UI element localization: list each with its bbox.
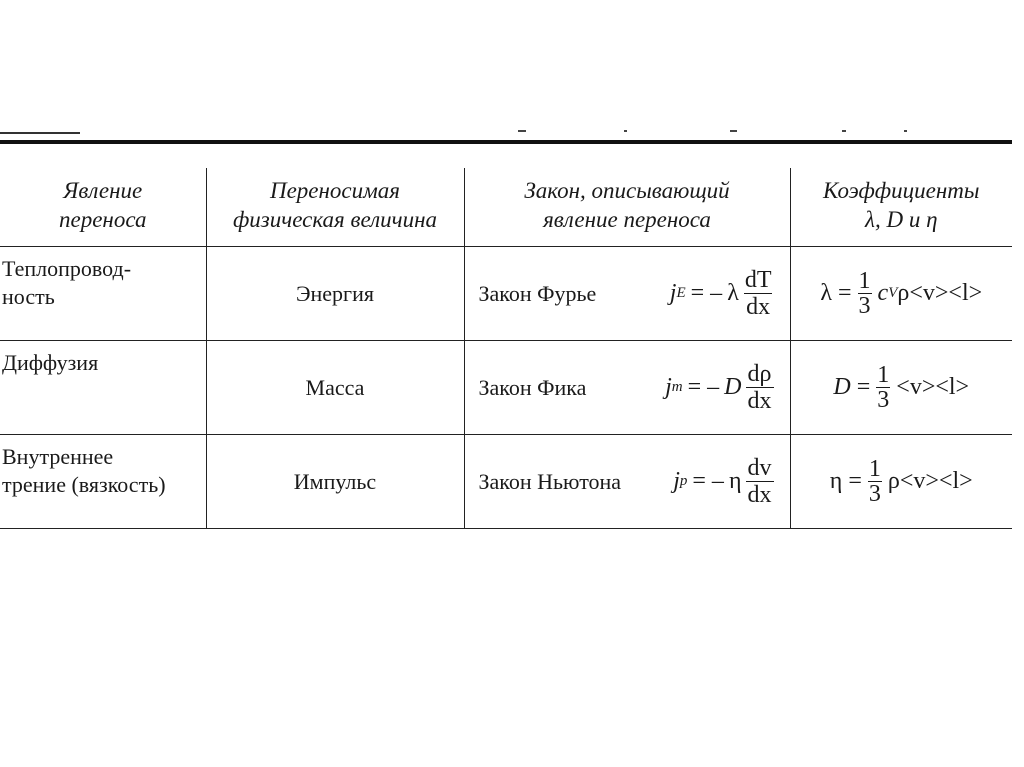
quantity-cell: Энергия: [206, 247, 464, 341]
law-cell: [464, 247, 790, 341]
one-third-fraction: $\frac{1}{3}$: [868, 456, 881, 507]
coefficient-formula: D = $\frac{1}{3}$ <v><l>: [833, 362, 970, 413]
law-name: Закон Фурье: [478, 280, 597, 306]
top-thin-rule: [0, 132, 80, 134]
law-formula: j p = – η $\frac{dv}{dx}$: [673, 455, 772, 508]
header-row: [0, 168, 1012, 247]
phenomenon-cell: Внутреннее трение (вязкость): [0, 435, 206, 529]
derivative-fraction: $\frac{dv}{dx}$: [747, 455, 772, 508]
header-phenomenon: Явление переноса: [0, 168, 206, 247]
quantity-cell: Масса: [206, 341, 464, 435]
table-row-heat-conduction: [0, 247, 1012, 341]
law-formula: j m = – D $\frac{d\rho}{dx}$: [665, 361, 772, 414]
law-cell: [464, 341, 790, 435]
header-law: Закон, описывающий явление переноса: [464, 168, 790, 247]
law-name: Закон Фика: [478, 374, 587, 400]
header-coefficients: Коэффициенты λ, D и η: [790, 168, 1012, 247]
phenomenon-cell: Теплопровод- ность: [0, 247, 206, 341]
phenomenon-cell: Диффузия: [0, 341, 206, 435]
table-row-viscosity: [0, 435, 1012, 529]
law-name: Закон Ньютона: [478, 468, 622, 494]
coefficient-cell: [790, 341, 1012, 435]
derivative-fraction: $\frac{d\rho}{dx}$: [747, 361, 772, 414]
header-quantity: Переносимая физическая величина: [206, 168, 464, 247]
law-cell: [464, 435, 790, 529]
derivative-fraction: $\frac{dT}{dx}$: [744, 267, 772, 320]
coefficient-cell: [790, 247, 1012, 341]
transport-phenomena-table: [0, 168, 1012, 529]
coefficient-cell: [790, 435, 1012, 529]
coefficient-formula: λ = $\frac{1}{3}$ c V ρ<v><l>: [820, 268, 983, 319]
quantity-cell: Импульс: [206, 435, 464, 529]
top-rule: [0, 140, 1012, 144]
one-third-fraction: $\frac{1}{3}$: [877, 362, 890, 413]
one-third-fraction: $\frac{1}{3}$: [858, 268, 871, 319]
table-row-diffusion: [0, 341, 1012, 435]
law-formula: j E = – λ $\frac{dT}{dx}$: [669, 267, 772, 320]
coefficient-formula: η = $\frac{1}{3}$ ρ<v><l>: [829, 456, 973, 507]
